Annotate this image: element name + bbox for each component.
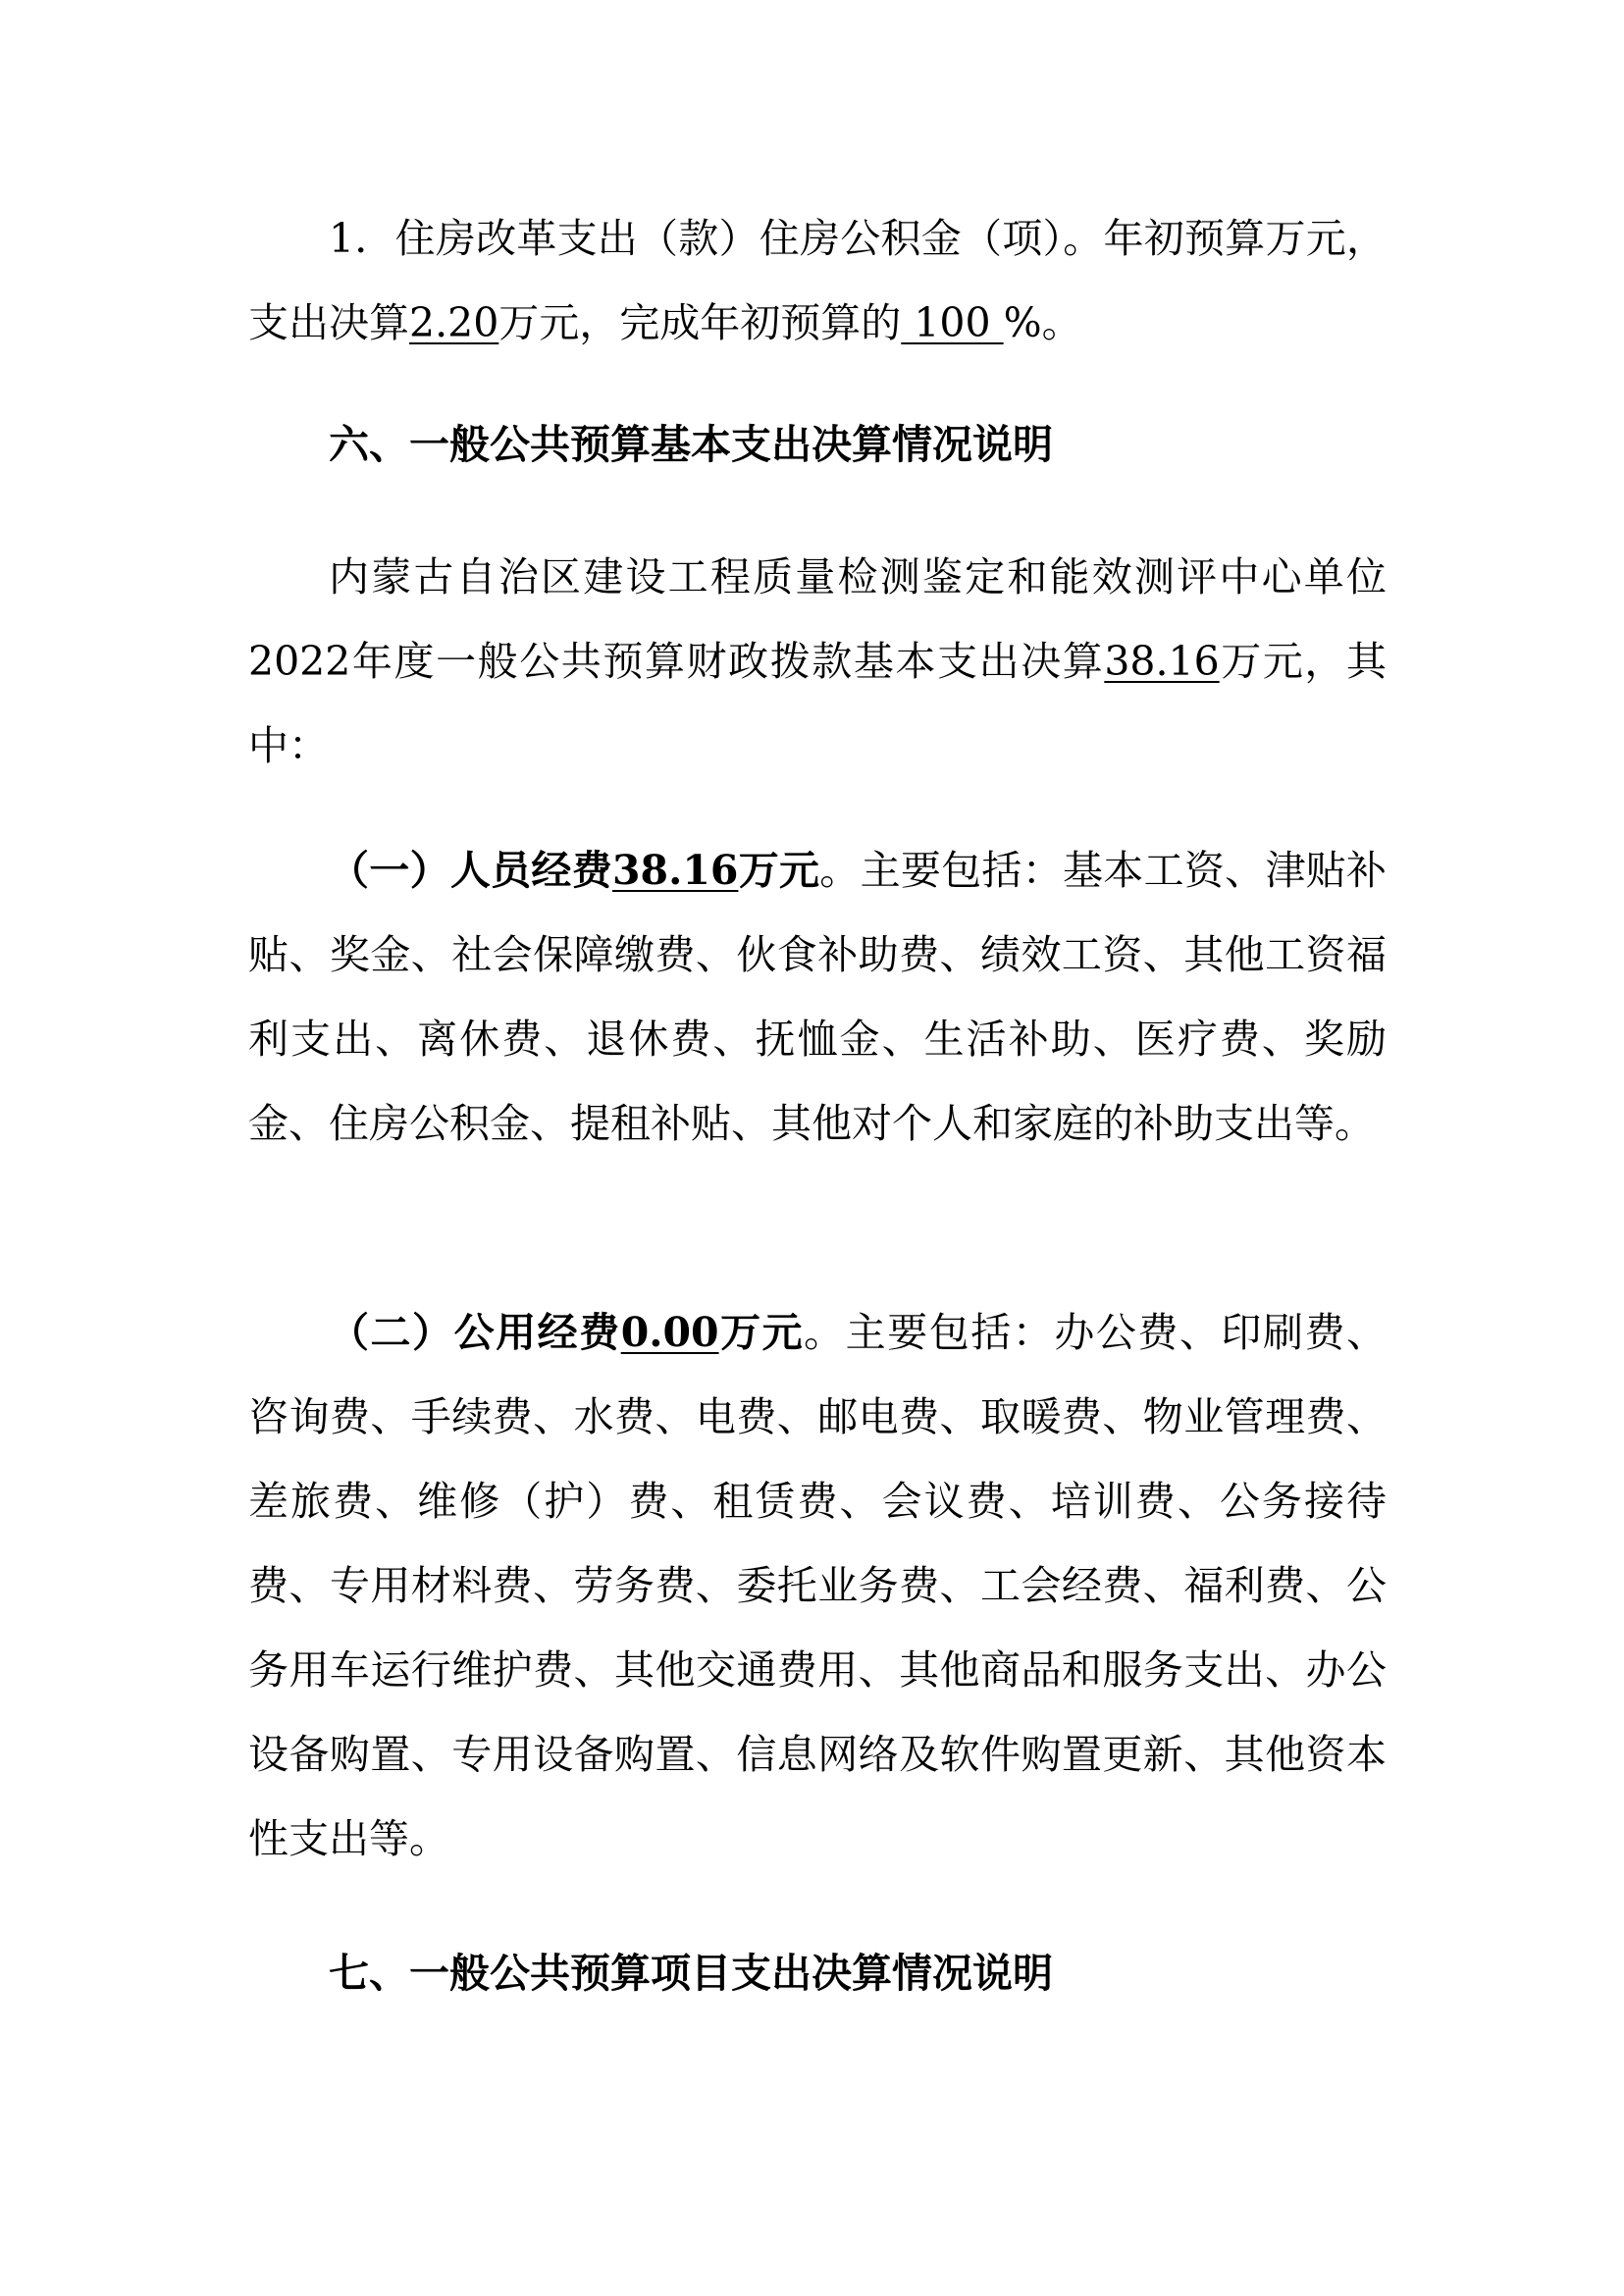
personnel-expense-value: 38.16 (612, 847, 739, 894)
basic-expenditure-text-a: 内蒙古自治区建设工程质量检测鉴定和能效测评中心单位2022年度一般公共预算财政拨款基本支出决算 (248, 553, 1387, 685)
basic-expenditure-total: 38.16 (1104, 638, 1220, 685)
section-heading-6: 六、一般公共预算基本支出决算情况说明 (329, 421, 1053, 468)
housing-fund-paragraph (248, 196, 1387, 365)
public-expense-unit: 万元 (718, 1309, 805, 1356)
housing-fund-text-c: %。 (1003, 299, 1082, 346)
public-expense-paragraph (248, 1290, 1387, 1881)
public-expense-label: （二）公用经费 (329, 1309, 621, 1356)
basic-expenditure-text-b: 万元，其中： (248, 638, 1387, 769)
personnel-expense-text: 。主要包括：基本工资、津贴补贴、奖金、社会保障缴费、伙食补助费、绩效工资、其他工资福利支出、离休费、退休费、抚恤金、生活补助、医疗费、奖励金、住房公积金、提租补贴、其他对个人和家庭的补助支出等。 (248, 847, 1388, 1147)
public-expense-value: 0.00 (620, 1309, 719, 1356)
basic-expenditure-paragraph (248, 535, 1387, 788)
personnel-expense-unit: 万元 (738, 847, 820, 894)
housing-fund-spent-value: 2.20 (409, 299, 499, 346)
personnel-expense-paragraph (248, 828, 1387, 1166)
section-heading-7: 七、一般公共预算项目支出决算情况说明 (329, 1950, 1053, 1997)
housing-fund-text-b: 万元，完成年初预算的 (498, 299, 902, 346)
housing-fund-text-a: 1．住房改革支出（款）住房公积金（项）。年初预算万元，支出决算 (248, 215, 1387, 346)
housing-fund-percent: 100 (901, 299, 1004, 346)
public-expense-text: 。主要包括：办公费、印刷费、咨询费、手续费、水费、电费、邮电费、取暖费、物业管理费、差旅费、维修（护）费、租赁费、会议费、培训费、公务接待费、专用材料费、劳务费、委托业务费、工会经费、福利费、公务用车运行维护费、其他交通费用、其他商品和服务支出、办公设备购置、专用设备购置、信息网络及软件购置更新、其他资本性支出等。 (248, 1309, 1388, 1862)
personnel-expense-label: （一）人员经费 (329, 847, 613, 894)
